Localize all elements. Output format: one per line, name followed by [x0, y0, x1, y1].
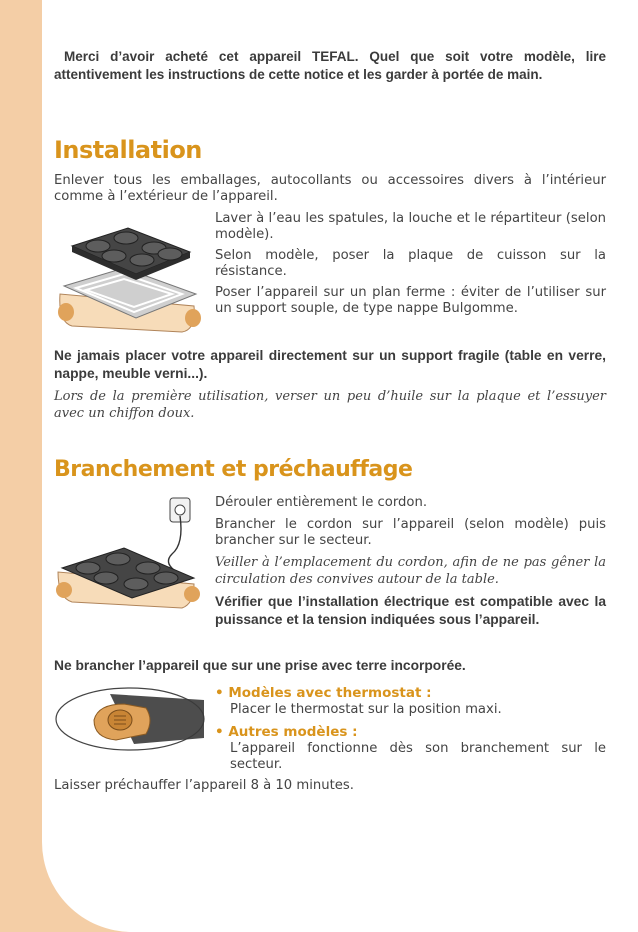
installation-heading: Installation — [54, 136, 202, 164]
other-models-item — [215, 723, 606, 773]
thermostat-item — [215, 684, 606, 718]
branchement-p2: Brancher le cordon sur l’appareil (selon modèle) puis brancher sur le secteur. — [215, 517, 606, 548]
bullet-icon: • — [215, 685, 229, 701]
installation-p3: Selon modèle, poser la plaque de cuisson sur la résistance. — [215, 248, 606, 279]
branchement-heading: Branchement et préchauffage — [54, 457, 413, 482]
thermostat-title: Modèles avec thermostat : — [228, 685, 432, 701]
installation-p1: Enlever tous les emballages, autocollants ou accessoires divers à l’intérieur comme à l’extérieur de l’appareil. — [54, 173, 606, 204]
model-list — [215, 684, 606, 778]
branchement-note: Veiller à l’emplacement du cordon, afin de ne pas gêner la circulation des convives autour de la table. — [215, 555, 606, 587]
installation-steps — [215, 211, 606, 322]
bullet-icon: • — [215, 724, 229, 740]
branchement-p1: Dérouler entièrement le cordon. — [215, 495, 428, 510]
branchement-warning: Ne brancher l’appareil que sur une prise avec terre incorporée. — [54, 658, 466, 673]
installation-note: Lors de la première utilisation, verser un peu d’huile sur la plaque et l’essuyer avec un chiffon doux. — [54, 389, 606, 421]
other-models-text: L’appareil fonctionne dès son branchement sur le secteur. — [230, 741, 606, 772]
crepe-maker-illustration — [54, 222, 204, 337]
preheat-text: Laisser préchauffer l’appareil 8 à 10 minutes. — [54, 778, 354, 793]
other-models-title: Autres modèles : — [228, 724, 358, 740]
thermostat-text: Placer le thermostat sur la position maxi. — [230, 702, 502, 717]
installation-p2: Laver à l’eau les spatules, la louche et le répartiteur (selon modèle). — [215, 211, 606, 242]
installation-warning: Ne jamais placer votre appareil directement sur un support fragile (table en verre, nappe, meuble verni...). — [54, 348, 606, 381]
installation-p4: Poser l’appareil sur un plan ferme : éviter de l’utiliser sur un support souple, de type nappe Bulgomme. — [215, 285, 606, 316]
thermostat-illustration — [54, 686, 206, 752]
plugged-crepe-maker-illustration — [54, 494, 204, 614]
intro-text: Merci d’avoir acheté cet appareil TEFAL. Quel que soit votre modèle, lire attentivement les instructions de cette notice et les garder à portée de main. — [54, 49, 606, 82]
branchement-check: Vérifier que l’installation électrique est compatible avec la puissance et la tension indiquées sous l’appareil. — [215, 594, 606, 627]
branchement-steps — [215, 495, 606, 634]
